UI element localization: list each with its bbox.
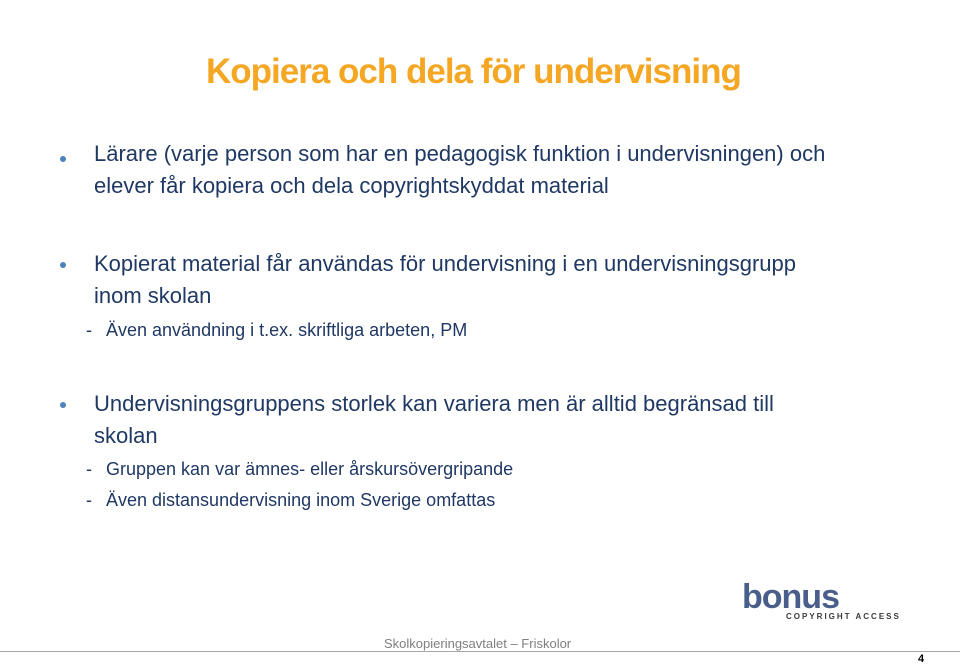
bullet-1-text [94,138,894,202]
bullet-dot [60,156,66,162]
bullet-3-line1: Undervisningsgruppens storlek kan variera men är alltid begränsad till [94,391,774,416]
sub-item-text: Gruppen kan var ämnes- eller årskursövergripande [106,459,514,479]
logo-tagline: COPYRIGHT ACCESS [786,612,901,621]
bullet-2-text [94,248,894,312]
sub-dash: - [86,320,92,340]
bullet-2-line1: Kopierat material får användas för undervisning i en undervisningsgrupp [94,251,796,276]
slide-title: Kopiera och dela för undervisning [206,52,741,91]
bullet-2-line2: inom skolan [94,283,212,308]
bullet-1-line1: Lärare (varje person som har en pedagogisk funktion i undervisningen) och [94,141,826,166]
page-number: 4 [918,653,925,665]
bullet-dot [60,262,66,268]
sub-item [86,457,513,481]
bonus-logo [742,578,901,626]
logo-word: bonus [742,578,839,616]
bullet-1-line2: elever får kopiera och dela copyrightskyddat material [94,173,609,198]
sub-item [86,318,467,342]
bullet-dot [60,402,66,408]
sub-item-text: Även användning i t.ex. skriftliga arbeten, PM [106,320,468,340]
bullet-3-line2: skolan [94,423,158,448]
footer-divider [0,651,960,652]
sub-dash: - [86,490,92,510]
footer-text: Skolkopieringsavtalet – Friskolor [384,636,572,651]
sub-item-text: Även distansundervisning inom Sverige omfattas [106,490,496,510]
sub-dash: - [86,459,92,479]
bullet-3-text [94,388,894,452]
sub-item [86,488,495,512]
